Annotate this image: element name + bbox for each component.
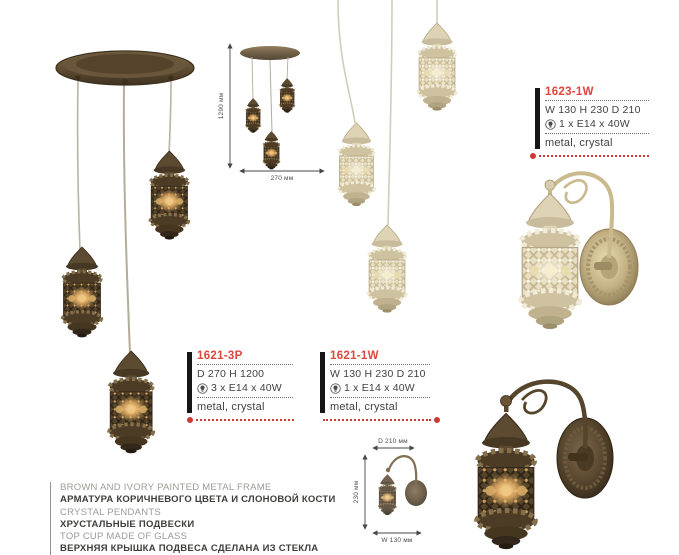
feature-line: CRYSTAL PENDANTS bbox=[60, 506, 161, 518]
feature-line: ВЕРХНЯЯ КРЫШКА ПОДВЕСА СДЕЛАНА ИЗ СТЕКЛА bbox=[60, 543, 319, 555]
feature-line: TOP CUP MADE OF GLASS bbox=[60, 531, 188, 543]
product-materials: metal, crystal bbox=[330, 401, 398, 413]
bulb-icon bbox=[545, 119, 556, 130]
product-dimensions: W 130 H 230 D 210 bbox=[545, 104, 641, 116]
feature-line: АРМАТУРА КОРИЧНЕВОГО ЦВЕТА И СЛОНОВОЙ КОСТИ bbox=[60, 494, 336, 506]
spec-accent-bar bbox=[320, 352, 325, 413]
leader-line-1623-1w bbox=[539, 155, 649, 162]
leader-line-1621-3p bbox=[196, 419, 294, 426]
product-bulbs-text: 1 x E14 x 40W bbox=[559, 118, 630, 130]
bulb-icon bbox=[330, 383, 341, 394]
spec-box-1623-1w bbox=[535, 86, 649, 149]
sconce-height-label: 230 мм bbox=[353, 480, 360, 504]
product-code: 1621-1W bbox=[330, 350, 430, 365]
pendant-width-label: 270 мм bbox=[270, 175, 294, 182]
product-materials: metal, crystal bbox=[197, 401, 265, 413]
feature-line: BROWN AND IVORY PAINTED METAL FRAME bbox=[60, 482, 272, 493]
spec-accent-bar bbox=[187, 352, 192, 413]
product-materials: metal, crystal bbox=[545, 137, 613, 149]
sconce-width-label: W 130 мм bbox=[381, 537, 413, 544]
pendant-lamp-brown-photo bbox=[28, 38, 213, 468]
product-dimensions: D 270 H 1200 bbox=[197, 368, 265, 380]
product-bulbs-text: 1 x E14 x 40W bbox=[344, 382, 415, 394]
feature-line: ХРУСТАЛЬНЫЕ ПОДВЕСКИ bbox=[60, 518, 195, 530]
wall-sconce-ivory-photo bbox=[490, 162, 647, 340]
product-bulbs bbox=[545, 116, 649, 134]
product-dimensions: W 130 H 230 D 210 bbox=[330, 368, 426, 380]
spec-accent-bar bbox=[535, 88, 540, 149]
leader-line-1621-1w bbox=[323, 419, 431, 426]
pendant-lamp-ivory-photo bbox=[325, 0, 475, 320]
sconce-depth-label: D 210 мм bbox=[378, 438, 408, 445]
feature-list bbox=[50, 482, 413, 555]
bulb-icon bbox=[197, 383, 208, 394]
spec-box-1621-1w bbox=[320, 350, 430, 413]
pendant-height-label: 1290 мм bbox=[218, 92, 225, 120]
product-bulbs-text: 3 x E14 x 40W bbox=[211, 382, 282, 394]
wall-sconce-brown-photo bbox=[450, 372, 645, 555]
product-code: 1623-1W bbox=[545, 86, 649, 101]
product-code: 1621-3P bbox=[197, 350, 293, 365]
product-bulbs bbox=[330, 380, 430, 398]
spec-box-1621-3p bbox=[187, 350, 293, 413]
product-bulbs bbox=[197, 380, 293, 398]
pendant-dimensions-thumbnail bbox=[214, 30, 326, 185]
